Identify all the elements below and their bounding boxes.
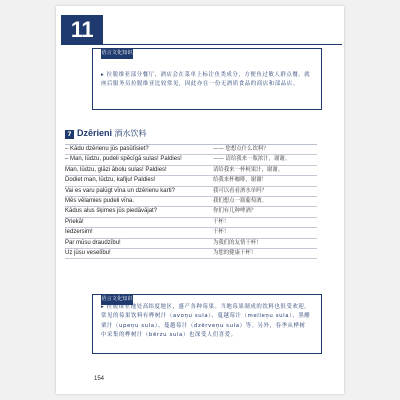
phrase-chinese: 你们有几种啤酒？ xyxy=(213,208,257,215)
phrase-chinese: 干杯！ xyxy=(213,229,230,236)
phrase-row xyxy=(65,145,317,155)
phrase-row xyxy=(65,187,317,197)
phrase-row xyxy=(65,218,317,228)
phrase-latvian: Uz jūsu veselību! xyxy=(65,249,111,256)
phrase-latvian: Vai es varu palūgt vīna un dzērienu karti? xyxy=(65,187,175,194)
chapter-rule xyxy=(103,44,342,45)
phrase-row xyxy=(65,166,317,176)
phrase-chinese: —— 您想点什么饮料？ xyxy=(213,146,269,152)
phrase-table xyxy=(65,144,317,259)
phrase-row xyxy=(65,239,317,249)
phrase-chinese: 为您的健康干杯！ xyxy=(213,249,257,256)
phrase-latvian: Mēs vēlamies pudeli vīna. xyxy=(65,197,135,204)
phrase-latvian: Iedzersim! xyxy=(65,229,93,236)
culture-note-text: ▸ 拉脱维亚部分餐厅、酒店会在菜单上标注鱼类成分，方便鱼过敏人群点餐。就座后服务员拉脱维亚比较常见，因此亦在一份无酒质食品的商店和部品店。 xyxy=(101,72,311,88)
section-number: 7 xyxy=(65,130,74,139)
phrase-latvian: Dodiet man, lūdzu, kafiju! Paldies! xyxy=(65,177,156,184)
phrase-chinese: 我们想点一瓶葡萄酒。 xyxy=(213,197,267,204)
phrase-chinese: 干杯！ xyxy=(213,218,230,225)
phrase-latvian: Kādus alus šķirnes jūs piedāvājat? xyxy=(65,208,158,215)
phrase-chinese: —— 请给我来一瓶浓汁，谢谢。 xyxy=(213,156,291,163)
phrase-latvian: Par mūsu draudzību! xyxy=(65,239,121,246)
phrase-row xyxy=(65,207,317,217)
phrase-chinese: 给我来杯咖啡，谢谢！ xyxy=(213,177,267,184)
phrase-latvian: Priekā! xyxy=(65,218,84,225)
phrase-row xyxy=(65,228,317,238)
phrase-row xyxy=(65,155,317,165)
page-number: 154 xyxy=(94,376,105,382)
phrase-chinese: 我可以看看酒水单吗？ xyxy=(213,187,267,194)
phrase-latvian: – Man, lūdzu, pudeli spēcīgā sulas! Paldies! xyxy=(65,156,182,163)
culture-note-label: 语言文化知识 xyxy=(101,294,133,305)
culture-note-text: ▸ 拉脱维亚地处高纬度地区，盛产各种莓果。当地莓果制成的饮料也很受欢迎。常见的莓果饮料有桦树汁（avoņu sula）、蔓越莓汁（melleņu sula）、黑醋栗汁（upeņu sula）、蔓越莓汁（dzērveņu sula）等。另外，春季从桦树中采集的桦树汁（bērzu sula）也深受人们喜爱。 xyxy=(101,304,311,339)
section-title-chinese: 酒水饮料 xyxy=(114,129,147,138)
section-title xyxy=(77,128,147,139)
section-title-latvian: Dzērieni xyxy=(77,128,113,138)
phrase-latvian: – Kādu dzērienu jūs pasūtīsiet? xyxy=(65,146,149,152)
culture-note-top xyxy=(92,48,322,110)
phrase-row xyxy=(65,197,317,207)
phrase-latvian: Man, lūdzu, glāzi ābolu sulas! Paldies! xyxy=(65,166,167,173)
phrase-chinese: 为我们的友情干杯！ xyxy=(213,239,262,246)
culture-note-bottom xyxy=(92,294,322,354)
chapter-number: 11 xyxy=(61,15,103,45)
book-page xyxy=(56,6,344,394)
phrase-chinese: 请给我来一杯柯果汁，谢谢。 xyxy=(213,166,284,173)
culture-note-label: 语言文化知识 xyxy=(101,48,133,59)
phrase-row xyxy=(65,176,317,186)
phrase-row xyxy=(65,249,317,259)
